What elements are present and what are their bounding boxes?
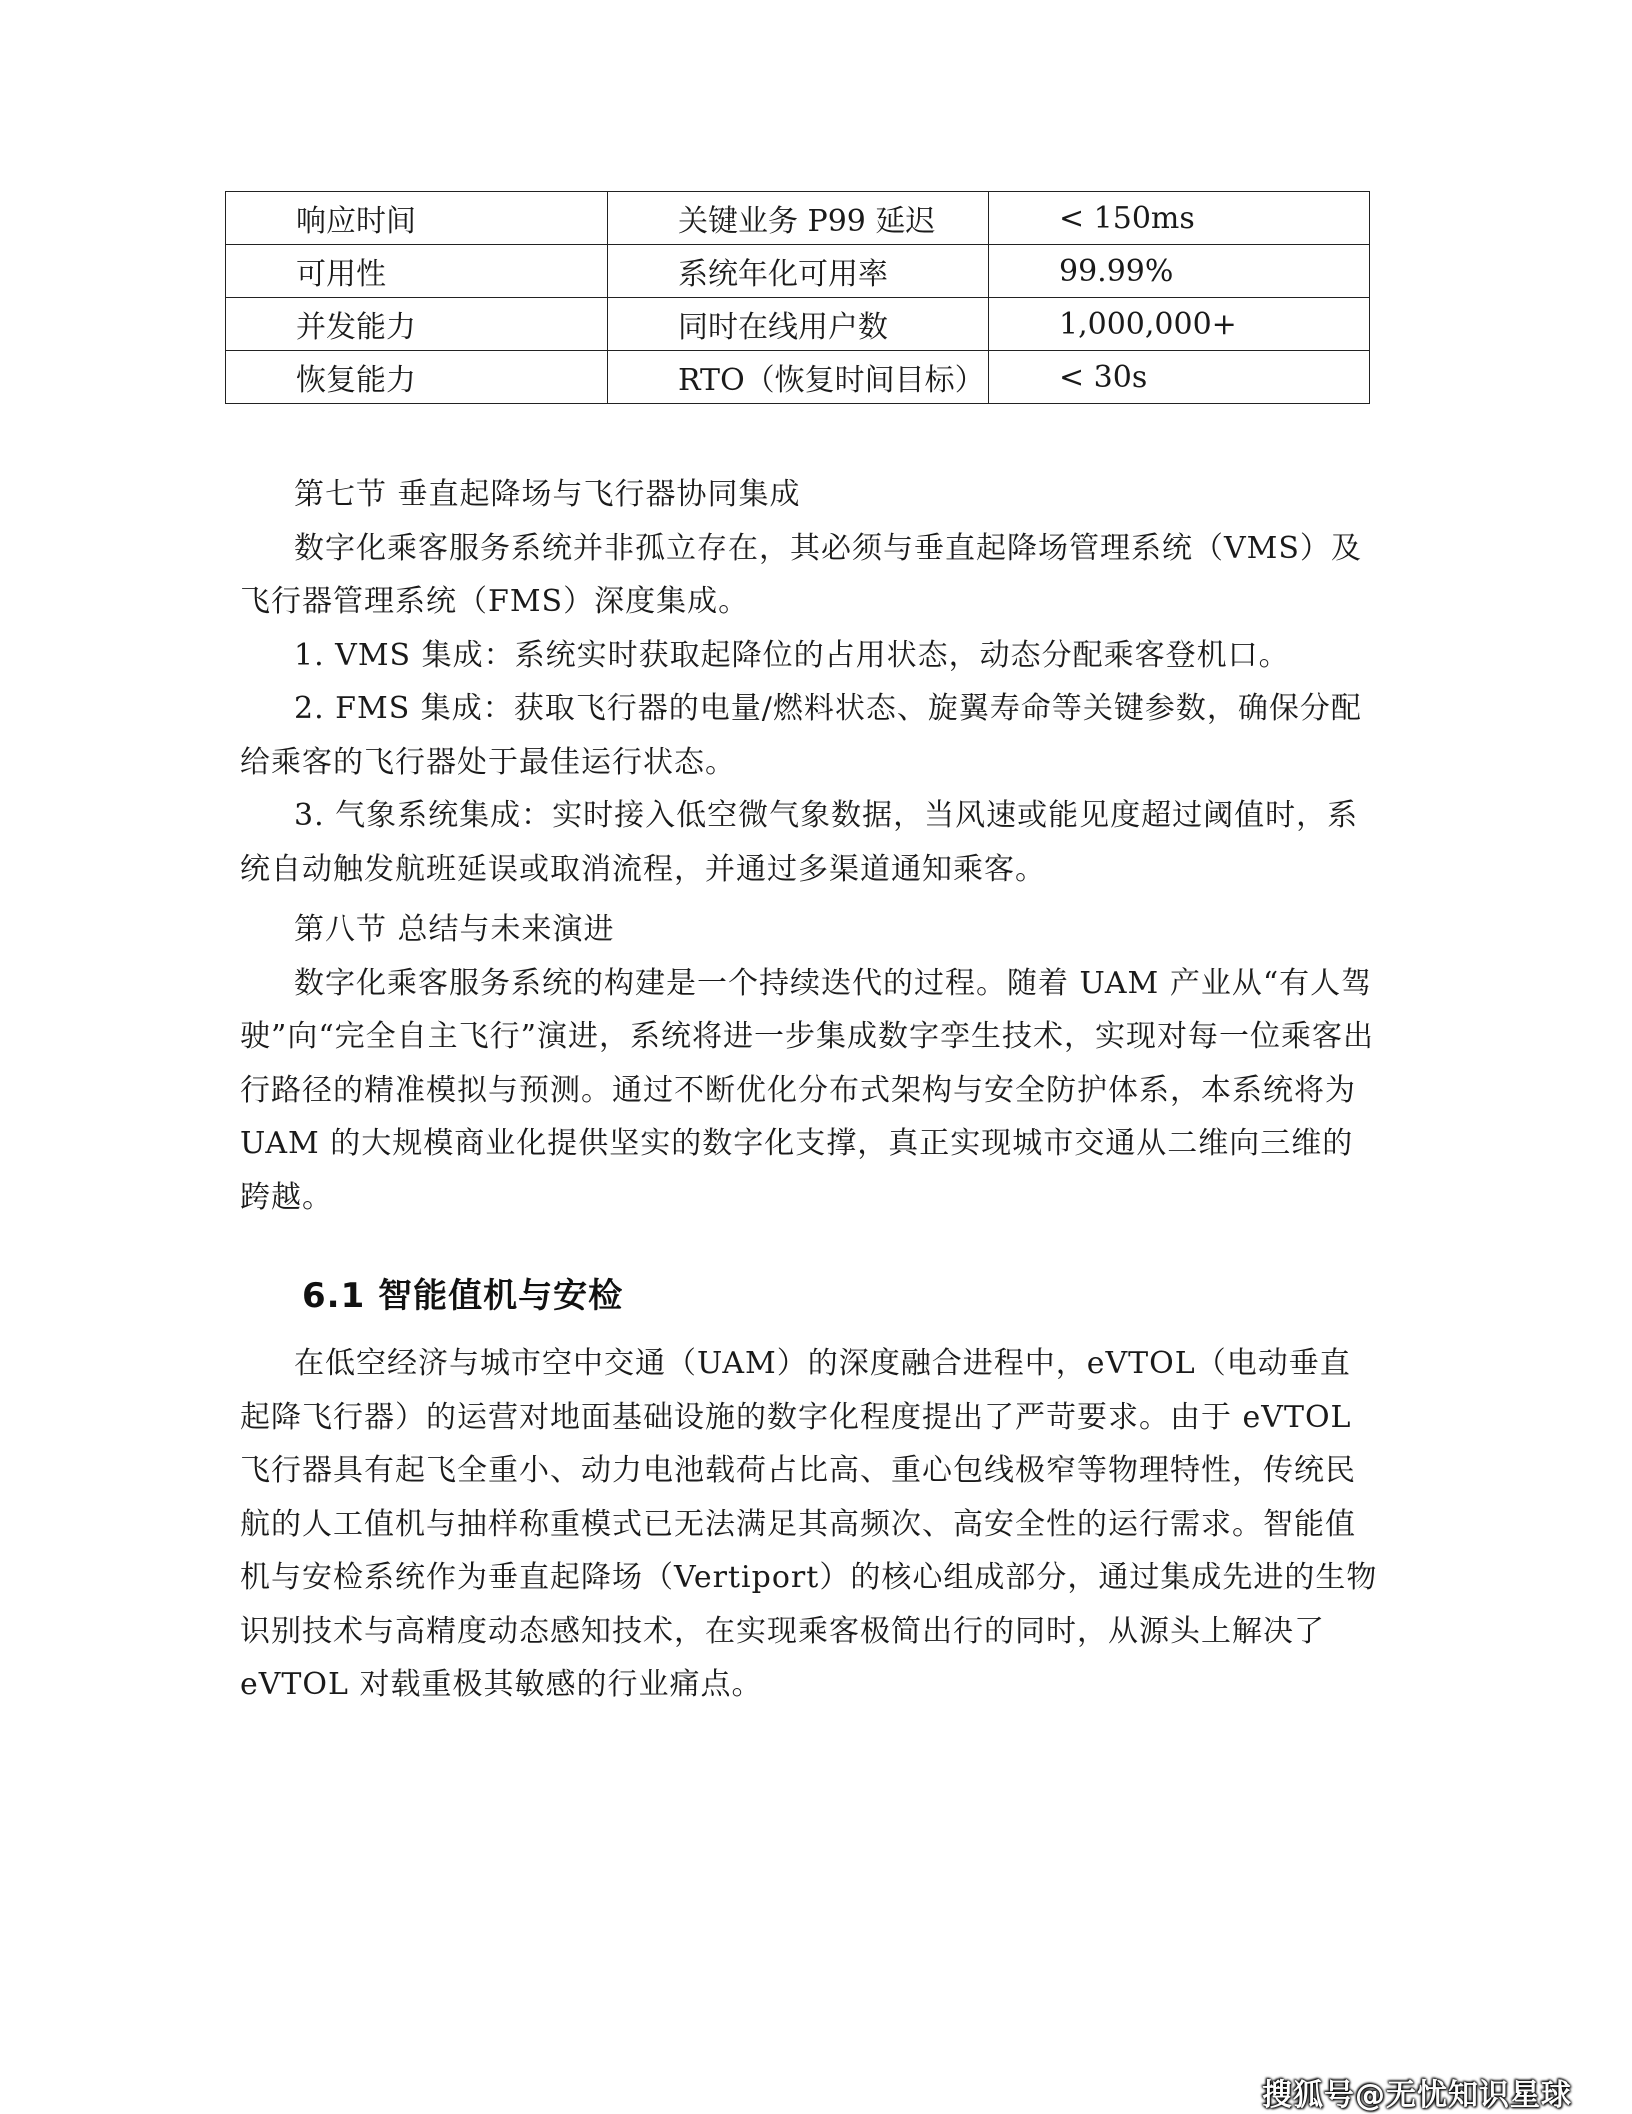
section-7 — [240, 468, 1380, 896]
metric-indicator-cell: 同时在线用户数 — [608, 298, 989, 351]
section-6-1 — [240, 1337, 1380, 1712]
section-7-title: 第七节 垂直起降场与飞行器协同集成 — [294, 477, 801, 512]
metric-target-cell: 1,000,000+ — [989, 298, 1370, 351]
section-8-title: 第八节 总结与未来演进 — [294, 912, 615, 947]
paragraph: 在低空经济与城市空中交通（UAM）的深度融合进程中，eVTOL（电动垂直起降飞行器）的运营对地面基础设施的数字化程度提出了严苛要求。由于 eVTOL 飞行器具有起飞全重小、动力电池载荷占比高、重心包线极窄等物理特性，传统民航的人工值机与抽样称重模式已无法满足其高频次、高安全性的运行需求。智能值机与安检系统作为垂直起降场（Vertiport）的核心组成部分，通过集成先进的生物识别技术与高精度动态感知技术，在实现乘客极简出行的同时，从源头上解决了 eVTOL 对载重极其敏感的行业痛点。 — [240, 1346, 1378, 1702]
table-row — [226, 245, 1370, 298]
metric-name-cell: 恢复能力 — [226, 351, 608, 404]
metric-indicator-cell: 系统年化可用率 — [608, 245, 989, 298]
metric-name-cell: 可用性 — [226, 245, 608, 298]
paragraph: 数字化乘客服务系统并非孤立存在，其必须与垂直起降场管理系统（VMS）及飞行器管理系统（FMS）深度集成。 — [240, 530, 1362, 619]
metric-indicator-cell: RTO（恢复时间目标） — [608, 351, 989, 404]
list-item: 1. VMS 集成：系统实时获取起降位的占用状态，动态分配乘客登机口。 — [294, 637, 1290, 673]
metric-target-cell: < 150ms — [989, 192, 1370, 245]
metric-name-cell: 并发能力 — [226, 298, 608, 351]
performance-metrics-table — [225, 191, 1370, 404]
table-row — [226, 298, 1370, 351]
paragraph: 数字化乘客服务系统的构建是一个持续迭代的过程。随着 UAM 产业从“有人驾驶”向“完全自主飞行”演进，系统将进一步集成数字孪生技术，实现对每一位乘客出行路径的精准模拟与预测。通过不断优化分布式架构与安全防护体系，本系统将为 UAM 的大规模商业化提供坚实的数字化支撑，真正实现城市交通从二维向三维的跨越。 — [240, 965, 1375, 1215]
section-6-1-heading: 6.1 智能值机与安检 — [302, 1276, 624, 1316]
metric-indicator-cell: 关键业务 P99 延迟 — [608, 192, 989, 245]
metric-name-cell: 响应时间 — [226, 192, 608, 245]
table-row — [226, 351, 1370, 404]
section-8 — [240, 903, 1380, 1224]
metric-target-cell: 99.99% — [989, 245, 1370, 298]
list-item: 3. 气象系统集成：实时接入低空微气象数据，当风速或能见度超过阈值时，系统自动触发航班延误或取消流程，并通过多渠道通知乘客。 — [240, 798, 1359, 887]
watermark: 搜狐号@无忧知识星球 — [1262, 2078, 1572, 2113]
metric-target-cell: < 30s — [989, 351, 1370, 404]
table-row — [226, 192, 1370, 245]
list-item: 2. FMS 集成：获取飞行器的电量/燃料状态、旋翼寿命等关键参数，确保分配给乘客的飞行器处于最佳运行状态。 — [240, 691, 1362, 780]
